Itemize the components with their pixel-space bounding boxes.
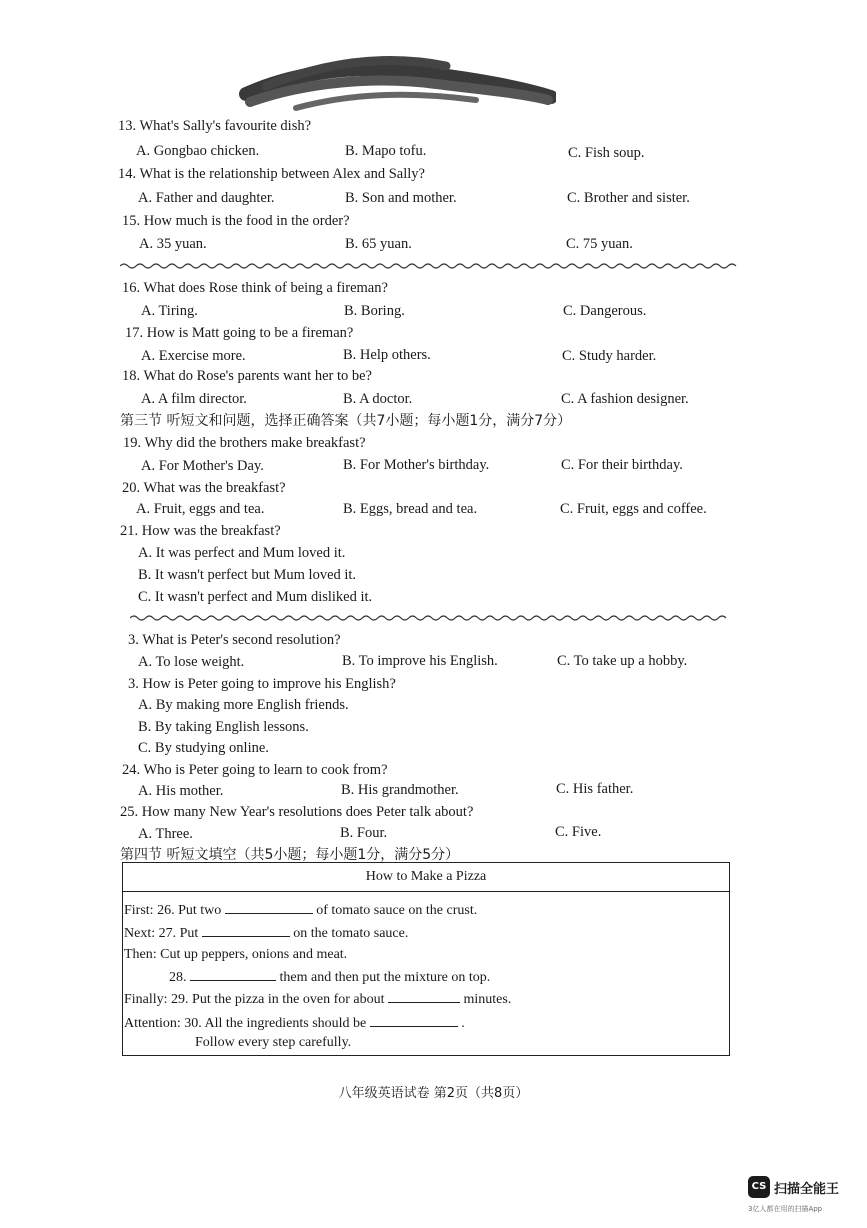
question-19: 19. Why did the brothers make breakfast? — [123, 435, 366, 451]
step28-text: 28. — [169, 970, 187, 985]
step28-text-end: them and then put the mixture on top. — [279, 970, 491, 985]
pizza-line-attention — [124, 1014, 465, 1032]
page-footer: 八年级英语试卷 第2页（共8页） — [338, 1086, 529, 1101]
attention-text-end: . — [461, 1016, 465, 1031]
question-23: 3. How is Peter going to improve his English? — [128, 676, 396, 692]
pizza-line-first — [124, 901, 477, 919]
option-b: B. By taking English lessons. — [138, 719, 309, 735]
option-b: B. Eggs, bread and tea. — [343, 501, 478, 517]
option-b: B. To improve his English. — [342, 653, 498, 669]
pizza-line-finally — [124, 990, 511, 1008]
question-22: 3. What is Peter's second resolution? — [128, 632, 341, 648]
question-18: 18. What do Rose's parents want her to be? — [122, 368, 372, 384]
pizza-line-28 — [169, 968, 490, 986]
option-a: A. Three. — [138, 826, 193, 842]
option-b: B. For Mother's birthday. — [343, 457, 490, 473]
question-14: 14. What is the relationship between Alex and Sally? — [118, 166, 425, 182]
question-16: 16. What does Rose think of being a fireman? — [122, 280, 388, 296]
option-c: C. 75 yuan. — [566, 236, 633, 252]
option-b: B. Mapo tofu. — [345, 143, 427, 159]
question-13: 13. What's Sally's favourite dish? — [118, 118, 312, 134]
brand-name: 扫描全能王 — [774, 1182, 840, 1197]
finally-text: Finally: 29. Put the pizza in the oven for about — [124, 992, 385, 1007]
option-c: C. A fashion designer. — [561, 391, 689, 407]
answer-blank-28[interactable] — [190, 968, 276, 981]
answer-blank-26[interactable] — [225, 901, 313, 914]
pizza-line-follow: Follow every step carefully. — [195, 1035, 352, 1050]
question-21: 21. How was the breakfast? — [120, 523, 281, 539]
option-a: A. Father and daughter. — [138, 190, 275, 206]
option-c: C. For their birthday. — [561, 457, 683, 473]
question-17: 17. How is Matt going to be a fireman? — [125, 325, 354, 341]
option-a: A. By making more English friends. — [138, 697, 349, 713]
question-20: 20. What was the breakfast? — [122, 480, 286, 496]
first-text-end: of tomato sauce on the crust. — [316, 903, 478, 918]
section-divider — [120, 262, 738, 270]
pizza-line-next — [124, 924, 408, 942]
option-c: C. His father. — [556, 781, 634, 797]
option-c: C. Five. — [555, 824, 602, 840]
option-a: A. 35 yuan. — [139, 236, 207, 252]
option-a: A. To lose weight. — [138, 654, 245, 670]
option-c: C. Fruit, eggs and coffee. — [560, 501, 707, 517]
option-a: A. Exercise more. — [141, 348, 246, 364]
brand-tagline: 3亿人都在用的扫描App — [748, 1205, 823, 1213]
option-a: A. Fruit, eggs and tea. — [136, 501, 265, 517]
answer-blank-29[interactable] — [388, 990, 460, 1003]
option-a: A. A film director. — [141, 391, 247, 407]
option-b: B. Four. — [340, 825, 388, 841]
option-c: C. Dangerous. — [563, 303, 647, 319]
option-b: B. Son and mother. — [345, 190, 457, 206]
option-a: A. His mother. — [138, 783, 224, 799]
option-c: C. By studying online. — [138, 740, 269, 756]
answer-blank-27[interactable] — [202, 924, 290, 937]
pizza-box-title: How to Make a Pizza — [123, 863, 729, 892]
option-b: B. It wasn't perfect but Mum loved it. — [138, 567, 357, 583]
pizza-line-then: Then: Cut up peppers, onions and meat. — [124, 947, 348, 962]
option-b: B. Help others. — [343, 347, 431, 363]
question-15: 15. How much is the food in the order? — [122, 213, 350, 229]
option-b: B. His grandmother. — [341, 782, 459, 798]
option-b: B. Boring. — [344, 303, 405, 319]
section-4-heading: 第四节 听短文填空（共5小题；每小题1分，满分5分） — [120, 847, 460, 863]
next-text-end: on the tomato sauce. — [293, 926, 409, 941]
option-b: B. A doctor. — [343, 391, 413, 407]
camscanner-logo-icon: CS — [748, 1176, 770, 1198]
option-c: C. It wasn't perfect and Mum disliked it. — [138, 589, 373, 605]
answer-blank-30[interactable] — [370, 1014, 458, 1027]
option-b: B. 65 yuan. — [345, 236, 412, 252]
option-a: A. For Mother's Day. — [141, 458, 264, 474]
option-a: A. Gongbao chicken. — [136, 143, 260, 159]
attention-text: Attention: 30. All the ingredients should be — [124, 1016, 367, 1031]
option-c: C. Brother and sister. — [567, 190, 690, 206]
question-24: 24. Who is Peter going to learn to cook from? — [122, 762, 388, 778]
section-divider — [130, 614, 728, 622]
option-c: C. Study harder. — [562, 348, 657, 364]
option-c: C. Fish soup. — [568, 145, 645, 161]
option-a: A. Tiring. — [141, 303, 198, 319]
first-text: First: 26. Put two — [124, 903, 222, 918]
option-c: C. To take up a hobby. — [557, 653, 688, 669]
next-text: Next: 27. Put — [124, 926, 199, 941]
finally-text-end: minutes. — [463, 992, 512, 1007]
question-25: 25. How many New Year's resolutions does Peter talk about? — [120, 804, 474, 820]
option-a: A. It was perfect and Mum loved it. — [138, 545, 346, 561]
pizza-fill-in-box — [122, 862, 730, 1056]
section-3-heading: 第三节 听短文和问题，选择正确答案（共7小题；每小题1分，满分7分） — [120, 413, 572, 429]
redaction-scribble — [236, 42, 556, 122]
